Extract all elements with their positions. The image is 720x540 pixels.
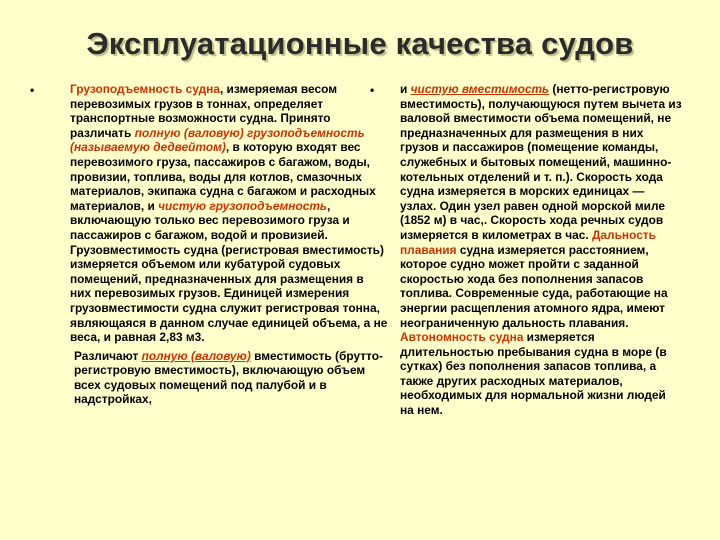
- term-full-gross: полную (валовую): [141, 348, 251, 363]
- text-span: судна измеряется расстоянием, которое судно может пройти с заданной скоростью хода без пополнения запасов топлива. Современные суда, работающие на энергии расщепления атомного ядра, имеют неограниченную дальность плавания.: [400, 242, 668, 330]
- right-column-text: [400, 82, 682, 418]
- bullet-left: •: [30, 83, 35, 97]
- text-span: и: [400, 82, 411, 96]
- left-paragraph-2: [74, 349, 388, 407]
- left-column-text: [70, 82, 388, 407]
- text-span: , измеряемая весом перевозимых грузов в тоннах, определяет транспортные возможности судна. Принято различать: [70, 82, 338, 140]
- term-net-cargo-capacity: чистую грузоподъемность: [158, 198, 327, 213]
- bullet-middle: •: [370, 83, 375, 97]
- term-range: Дальность плавания: [400, 227, 656, 257]
- text-span: Различают: [74, 348, 142, 363]
- term-net-tonnage: чистую вместимость: [410, 82, 550, 96]
- text-span: измеряется длительностью пребывания судна в море (в сутках) без пополнения запасов топлива, а также других расходных материалов, необходимых для нормальной жизни людей на нем.: [400, 330, 667, 418]
- text-span: , в которую входят вес перевозимого груза, пассажиров с багажом, воды, провизии, топлива, воды для котлов, смазочных материалов, экипажа судна с багажом и расходных материалов, и: [70, 140, 376, 213]
- text-span: вместимость (брутто-регистровую вместимость), включающую объем всех судовых помещений под палубой и в надстройках,: [74, 348, 383, 407]
- term-full-deadweight: полную (валовую) грузоподъемность (называемую дедвейтом): [70, 125, 365, 155]
- left-paragraph-1: [70, 82, 388, 345]
- text-span: , включающую только вес перевозимого груза и пассажиров с багажом, водой и провизией. Грузовместимость судна (регистровая вместимость) измеряется объемом или кубатурой судовых помещений, предназначенных для размещения в них перевозимых грузов. Единицей измерения грузовместимости судна служит регистровая тонна, являющаяся в данном случае единицей объема, а не веса, и равная 2,83 м3.: [70, 198, 388, 345]
- term-autonomy: Автономность судна: [400, 330, 524, 345]
- slide-title: Эксплуатационные качества судов: [86, 26, 634, 61]
- term-cargo-capacity: Грузоподъемность судна: [70, 82, 220, 96]
- text-span: (нетто-регистровую вместимость), получающуюся путем вычета из валовой вместимости объема помещений, не предназначенных для размещения в них грузов и пассажиров (помещение команды, служебных и бытовых помещений, машинно-котельных отделений и т. п.). Скорость хода судна измеряется в морских единицах — узлах. Один узел равен одной морской миле (1852 м) в час,. Скорость хода речных судов измеряется в километрах в час.: [400, 82, 682, 242]
- right-paragraph: [400, 82, 682, 418]
